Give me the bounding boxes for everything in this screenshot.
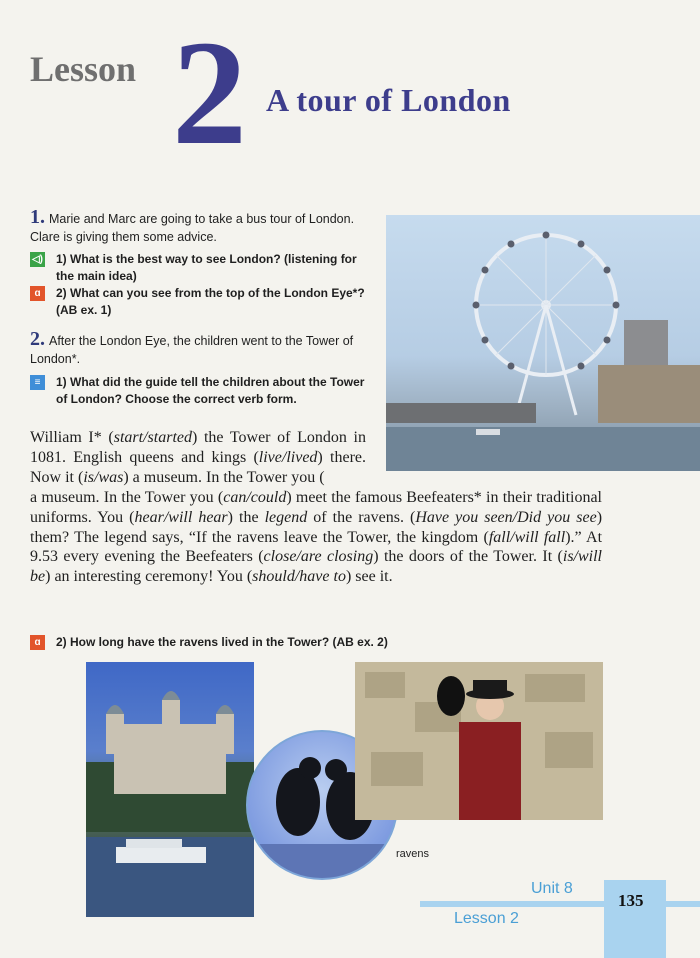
lesson-word: Lesson xyxy=(30,49,137,89)
text-part: ).” At 9.53 every evening the Beefeaters ( xyxy=(30,528,603,566)
verb-choice: is/was xyxy=(83,468,124,486)
verb-choice: close/are closing xyxy=(263,548,374,566)
lesson-label: Lesson 2 xyxy=(454,910,519,927)
text-part: ) the Tower of London in 1081. English queens and kings ( xyxy=(30,429,366,466)
tower-of-london-photo xyxy=(86,662,254,917)
text-part: ) an interesting ceremony! You ( xyxy=(45,568,253,586)
text-part: ) there. Now it ( xyxy=(30,448,366,486)
verb-choice: start/started xyxy=(113,429,192,446)
verb-choice: should/have to xyxy=(252,568,346,586)
exercise-2-text: After the London Eye, the children went to the Tower of London*. xyxy=(30,334,354,366)
exercise-1-task-1-text: 1) What is the best way to see London? (listening for the main idea) xyxy=(56,252,357,283)
exercise-2-number: 2. xyxy=(30,328,45,350)
exercise-1-text: Marie and Marc are going to take a bus tour of London. Clare is giving them some advice. xyxy=(30,212,355,244)
exercise-2-task-1 xyxy=(30,374,366,408)
exercise-1-intro xyxy=(30,208,366,246)
exercise-2-task-1-text: 1) What did the guide tell the children about the Tower of London? Choose the correct verb form. xyxy=(56,375,365,406)
london-eye-illustration xyxy=(386,215,700,471)
london-eye-photo xyxy=(386,215,700,471)
reading-text-wide: a museum. In the Tower you (can/could) meet the famous Beefeaters* in their traditional uniforms. You (hear/will hear) the legend of the ravens. (Have you seen/Did you see) them? The legend says, “If the ravens leave the Tower, the kingdom (fall/will fall).” At 9.53 every evening the Beefeaters (close/are closing) the doors of the Tower. It (is/will be) an interesting ceremony! You (should/have to) see it. xyxy=(30,489,603,586)
page-number: 135 xyxy=(618,891,644,910)
verb-choice: live/lived xyxy=(258,448,318,466)
activity-book-icon: ɑ xyxy=(30,286,45,301)
exercise-1-task-1 xyxy=(30,251,366,285)
exercise-2-intro xyxy=(30,330,366,368)
book-icon: ≡ xyxy=(30,375,45,390)
text-part: ) the xyxy=(227,508,265,526)
verb-choice: can/could xyxy=(223,489,287,506)
exercise-1-number: 1. xyxy=(30,206,45,228)
unit-label: Unit 8 xyxy=(531,880,573,897)
exercise-1-task-2 xyxy=(30,285,366,319)
text-part: ) the doors of the Tower. It ( xyxy=(373,548,563,566)
verb-choice: Have you seen/Did you see xyxy=(415,508,597,526)
beefeater-illustration xyxy=(355,662,603,820)
legend-word: legend xyxy=(264,508,308,526)
text-part: ) meet the famous Beefeaters* in their traditional uniforms. You ( xyxy=(30,489,603,526)
verb-choice: fall/will fall xyxy=(488,528,566,546)
verb-choice: hear/will hear xyxy=(134,508,228,526)
ravens-caption: ravens xyxy=(396,848,430,860)
audio-icon: ◁) xyxy=(31,254,44,265)
text-part: ) a museum. In the Tower you ( xyxy=(123,468,325,486)
verb-choice: is/will be xyxy=(30,548,602,586)
exercise-2-task-2-text: 2) How long have the ravens lived in the Tower? (AB ex. 2) xyxy=(56,635,388,649)
text-part: ) them? The legend says, “If the ravens leave the Tower, the kingdom ( xyxy=(30,508,603,546)
activity-book-icon: ɑ xyxy=(30,635,45,650)
beefeater-photo xyxy=(355,662,603,820)
exercise-2-task-2 xyxy=(30,634,616,651)
lesson-number: 2 xyxy=(172,10,247,176)
tower-illustration xyxy=(86,662,254,917)
text-part: ) see it. xyxy=(345,568,393,586)
text-part: William I* ( xyxy=(30,429,114,446)
reading-text-narrow xyxy=(30,428,366,487)
reading-text-continued xyxy=(30,488,602,587)
page-title: A tour of London xyxy=(266,82,511,118)
exercise-1-task-2-text: 2) What can you see from the top of the London Eye*? (AB ex. 1) xyxy=(56,286,365,317)
text-part: of the ravens. ( xyxy=(307,508,416,526)
